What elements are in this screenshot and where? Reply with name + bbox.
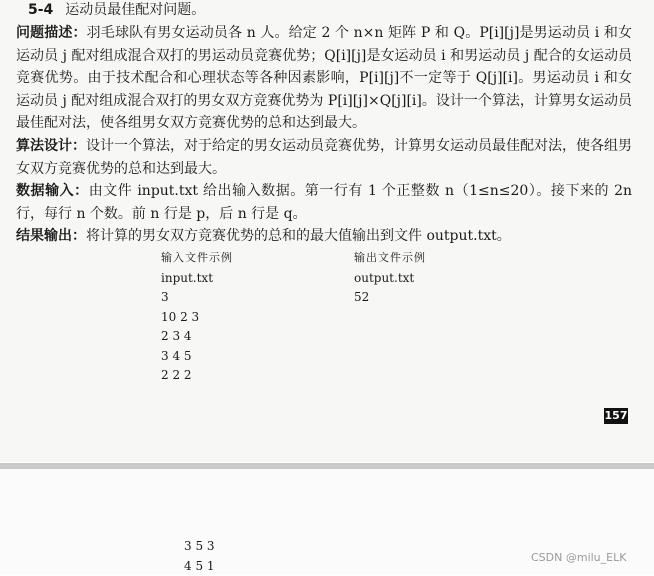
- sample-input-filename: input.txt: [161, 270, 214, 285]
- input-spec-paragraph: [16, 180, 632, 225]
- algorithm-paragraph: [16, 135, 632, 180]
- description-text: 羽毛球队有男女运动员各 n 人。给定 2 个 n×n 矩阵 P 和 Q。P[i][j]是男运动员 i 和女运动员 j 配对组成混合双打的男运动员竞赛优势；Q[i][j]是女运动员 i 和男运动员 j 配合的女运动员竞赛优势。由于技术配合和心理状态等各种因素影响，P[i][j]不一定等于 Q[j][i]。男运动员 i 和女运动员 j 配对组成混合双打的男女双方竞赛优势为 P[i][j]×Q[j][i]。设计一个算法，计算男女运动员最佳配对法，使各组男女双方竞赛优势的总和达到最大。: [16, 25, 632, 131]
- sample-output-header: 输出文件示例: [354, 251, 426, 264]
- continued-line: 4 5 1: [184, 559, 215, 573]
- sample-output-line: 52: [354, 290, 370, 304]
- continued-sample-lines: [184, 536, 215, 576]
- sample-output-block: [354, 248, 426, 308]
- problem-title: 运动员最佳配对问题。: [65, 2, 206, 18]
- problem-number: 5-4: [28, 2, 54, 18]
- sample-output-filename: output.txt: [354, 270, 415, 285]
- description-paragraph: [16, 22, 632, 135]
- input-spec-label: 数据输入：: [16, 183, 89, 199]
- algorithm-label: 算法设计：: [16, 138, 86, 154]
- sample-input-block: [161, 248, 233, 386]
- sample-input-line: 2 3 4: [161, 329, 192, 343]
- output-spec-paragraph: [16, 225, 632, 248]
- sample-input-line: 2 2 2: [161, 368, 192, 382]
- page-number-badge: 157: [604, 409, 628, 422]
- output-spec-label: 结果输出：: [16, 228, 86, 244]
- csdn-watermark: CSDN @milu_ELK: [531, 551, 627, 564]
- description-label: 问题描述：: [16, 25, 87, 41]
- output-spec-text: 将计算的男女双方竞赛优势的总和的最大值输出到文件 output.txt。: [86, 228, 511, 244]
- algorithm-text: 设计一个算法，对于给定的男女运动员竞赛优势，计算男女运动员最佳配对法，使各组男女双方竞赛优势的总和达到最大。: [16, 138, 632, 177]
- sample-input-line: 3: [161, 290, 169, 304]
- sample-input-header: 输入文件示例: [161, 251, 233, 264]
- sample-input-line: 3 4 5: [161, 348, 192, 363]
- input-spec-text: 由文件 input.txt 给出输入数据。第一行有 1 个正整数 n（1≤n≤20）。接下来的 2n 行，每行 n 个数。前 n 行是 p，后 n 行是 q。: [16, 183, 633, 222]
- sample-input-line: 10 2 3: [161, 309, 200, 324]
- continued-line: 3 5 3: [184, 539, 215, 553]
- problem-heading: [28, 0, 205, 20]
